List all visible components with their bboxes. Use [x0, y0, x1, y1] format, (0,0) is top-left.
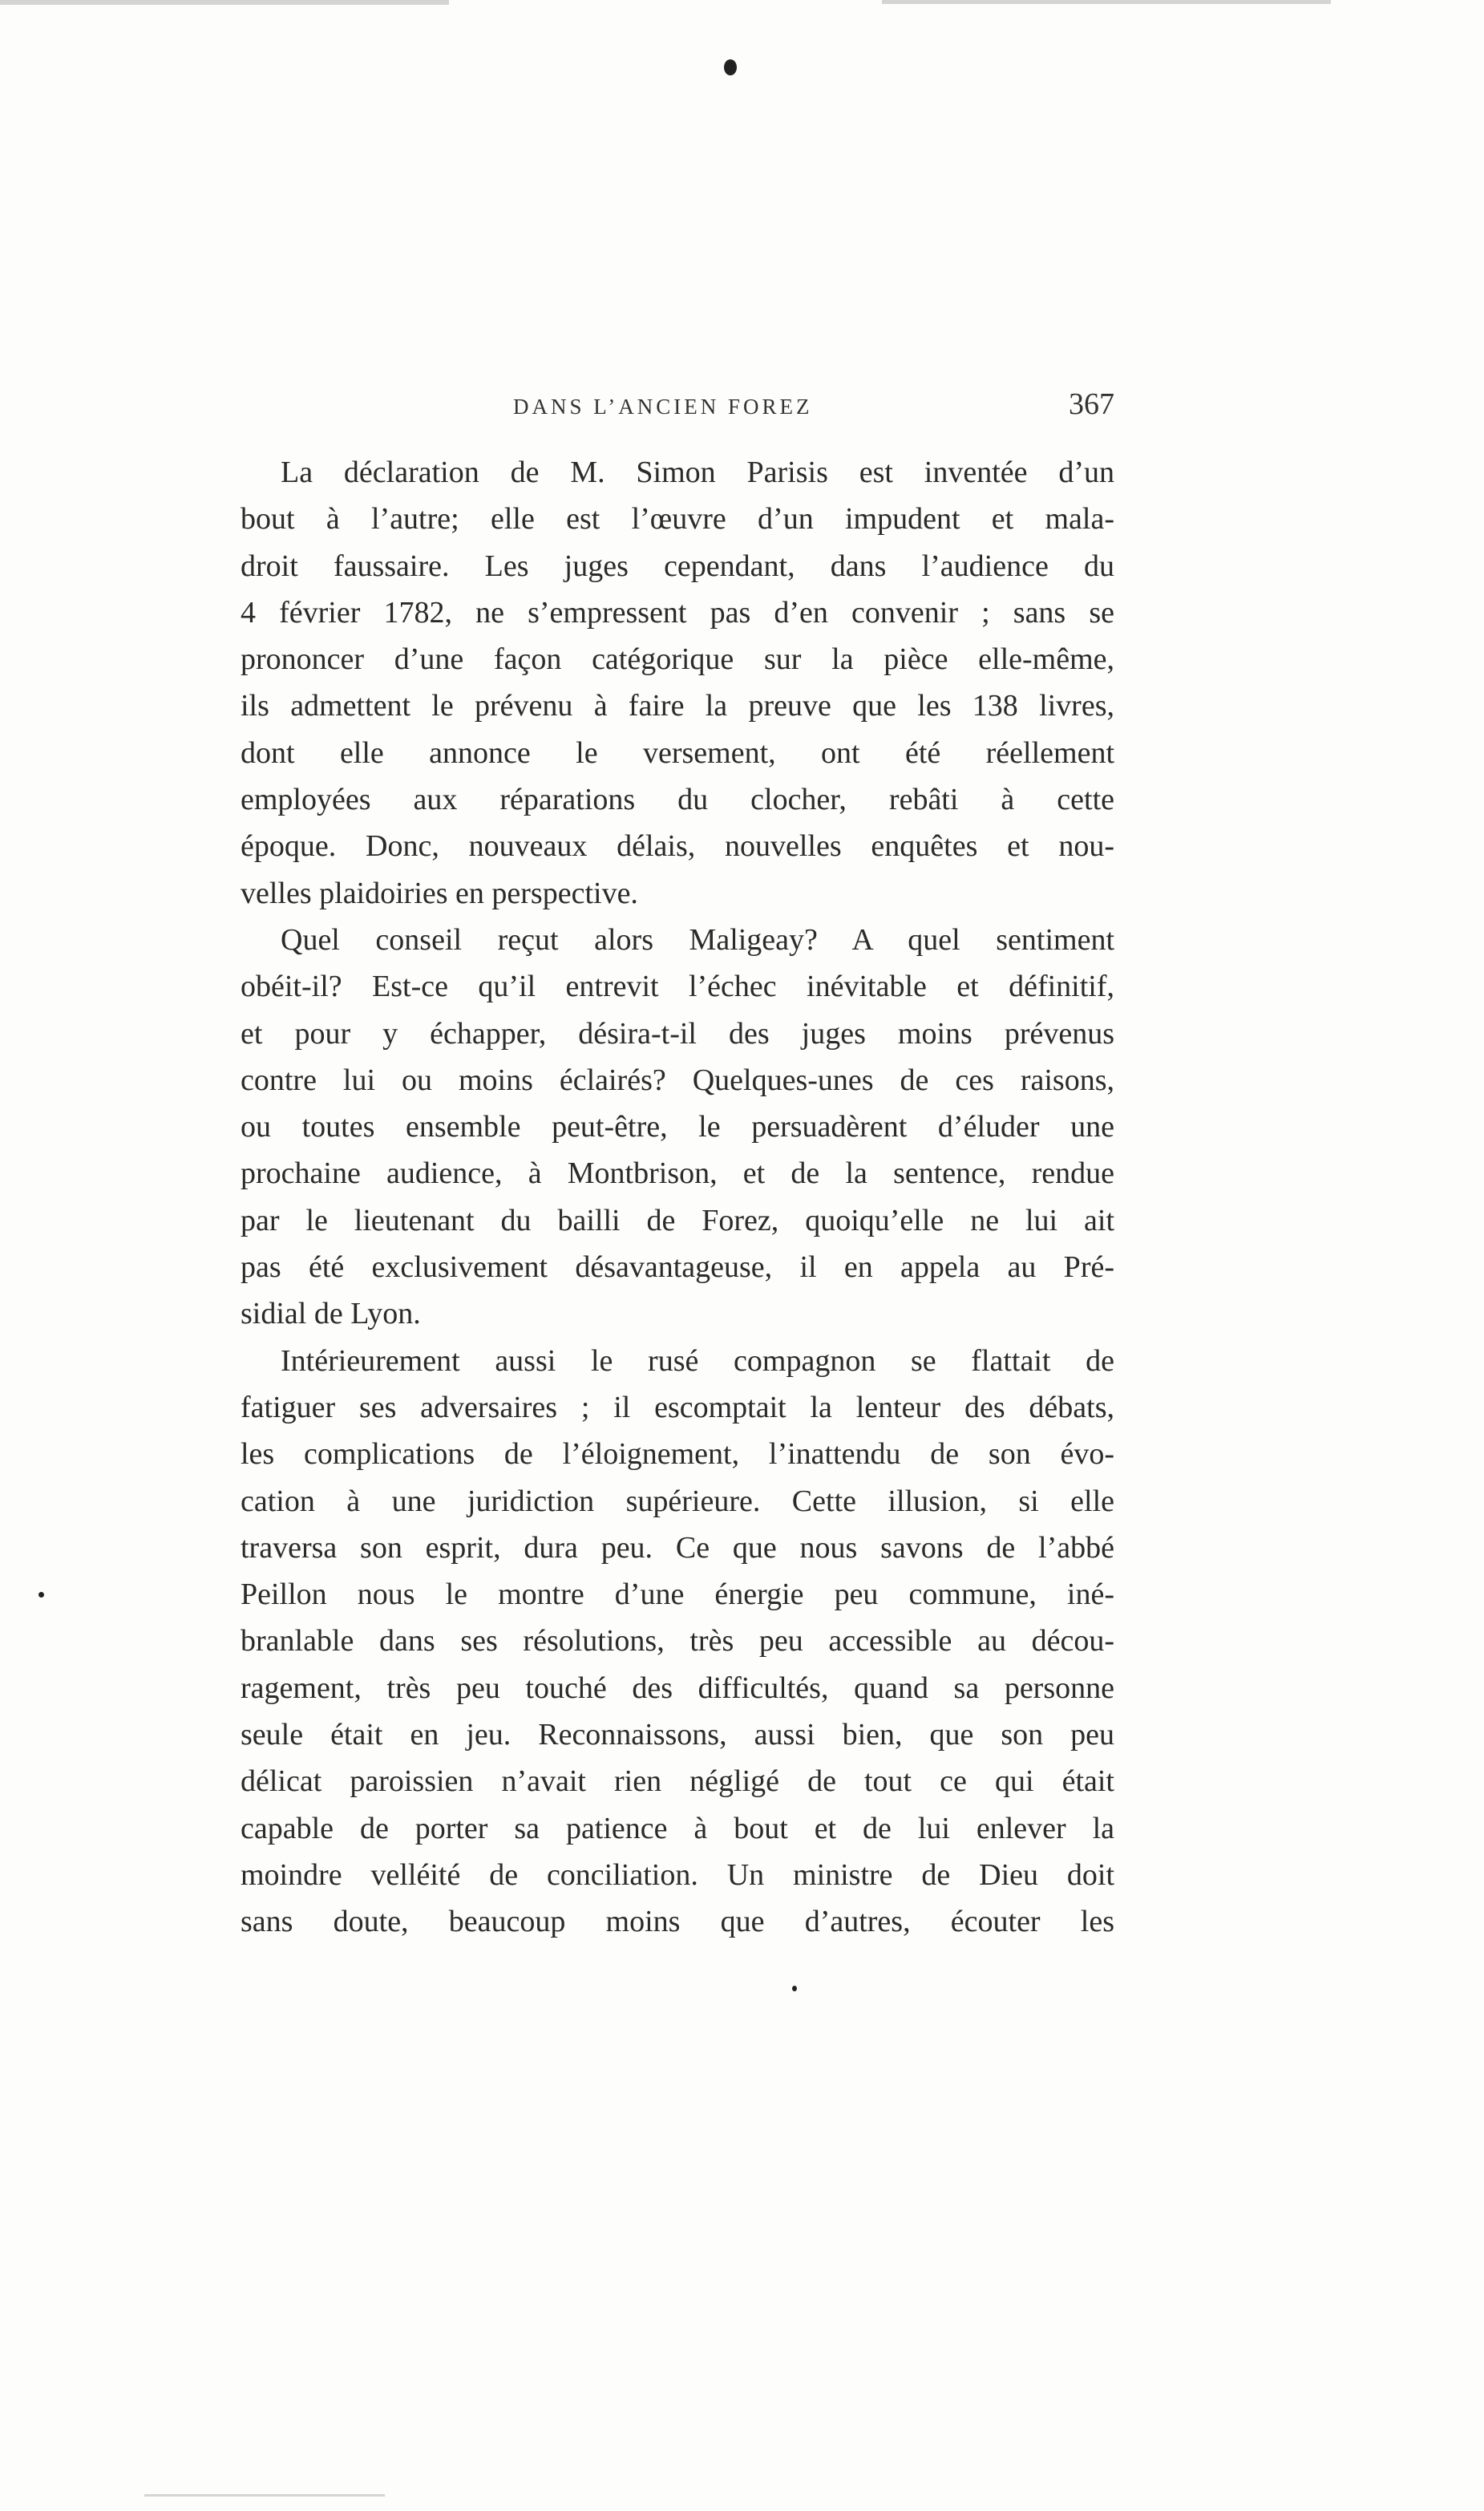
text-line: les complications de l’éloignement, l’inattendu de son évo-	[241, 1437, 1114, 1472]
text-line: ils admettent le prévenu à faire la preuve que les 138 livres,	[241, 689, 1114, 723]
text-line: sans doute, beaucoup moins que d’autres, écouter les	[241, 1905, 1114, 1939]
text-line: ragement, très peu touché des difficultés, quand sa personne	[241, 1671, 1114, 1705]
page-number: 367	[1069, 387, 1114, 421]
text-line: pas été exclusivement désavantageuse, il en appela au Pré-	[241, 1250, 1114, 1285]
text-line: fatiguer ses adversaires ; il escomptait la lenteur des débats,	[241, 1390, 1114, 1424]
text-line: contre lui ou moins éclairés? Quelques-unes de ces raisons,	[241, 1063, 1114, 1097]
scan-noise-top-left	[0, 0, 449, 5]
scan-noise-bottom-left	[144, 2494, 385, 2497]
ink-speck-bottom	[792, 1986, 797, 1991]
text-line: Peillon nous le montre d’une énergie peu commune, iné-	[241, 1577, 1114, 1612]
text-line: seule était en jeu. Reconnaissons, aussi bien, que son peu	[241, 1718, 1114, 1752]
text-line: prononcer d’une façon catégorique sur la pièce elle-même,	[241, 642, 1114, 677]
text-line: La déclaration de M. Simon Parisis est inventée d’un	[281, 456, 1114, 489]
text-line: sidial de Lyon.	[241, 1297, 421, 1331]
page-header	[241, 387, 1114, 435]
text-line: 4 février 1782, ne s’empressent pas d’en convenir ; sans se	[241, 595, 1114, 630]
body-text	[241, 449, 1114, 1946]
text-line: époque. Donc, nouveaux délais, nouvelles enquêtes et nou-	[241, 829, 1114, 864]
text-line: dont elle annonce le versement, ont été réellement	[241, 735, 1114, 770]
text-line: droit faussaire. Les juges cependant, dans l’audience du	[241, 549, 1114, 583]
text-line: prochaine audience, à Montbrison, et de la sentence, rendue	[241, 1156, 1114, 1191]
text-line: capable de porter sa patience à bout et de lui enlever la	[241, 1811, 1114, 1845]
text-line: bout à l’autre; elle est l’œuvre d’un impudent et mala-	[241, 502, 1114, 537]
text-line: obéit-il? Est-ce qu’il entrevit l’échec inévitable et définitif,	[241, 970, 1114, 1004]
text-line: et pour y échapper, désira-t-il des juges moins prévenus	[241, 1016, 1114, 1051]
text-line: cation à une juridiction supérieure. Cette illusion, si elle	[241, 1484, 1114, 1518]
text-line: traversa son esprit, dura peu. Ce que nous savons de l’abbé	[241, 1530, 1114, 1565]
text-line: Intérieurement aussi le rusé compagnon se flattait de	[281, 1343, 1114, 1378]
text-line: délicat paroissien n’avait rien négligé de tout ce qui était	[241, 1764, 1114, 1799]
text-line: velles plaidoiries en perspective.	[241, 876, 638, 910]
text-line: Quel conseil reçut alors Maligeay? A quel sentiment	[281, 922, 1114, 957]
text-line: employées aux réparations du clocher, rebâti à cette	[241, 783, 1114, 817]
running-title: DANS L’ANCIEN FOREZ	[513, 395, 813, 419]
ink-speck-left-margin	[38, 1592, 44, 1598]
text-line: ou toutes ensemble peut-être, le persuadèrent d’éluder une	[241, 1110, 1114, 1144]
ink-speck-top	[724, 59, 737, 75]
text-line: branlable dans ses résolutions, très peu accessible au décou-	[241, 1624, 1114, 1658]
scan-noise-top-right	[882, 0, 1331, 4]
text-line: moindre velléité de conciliation. Un ministre de Dieu doit	[241, 1857, 1114, 1892]
text-line: par le lieutenant du bailli de Forez, quoiqu’elle ne lui ait	[241, 1203, 1114, 1237]
